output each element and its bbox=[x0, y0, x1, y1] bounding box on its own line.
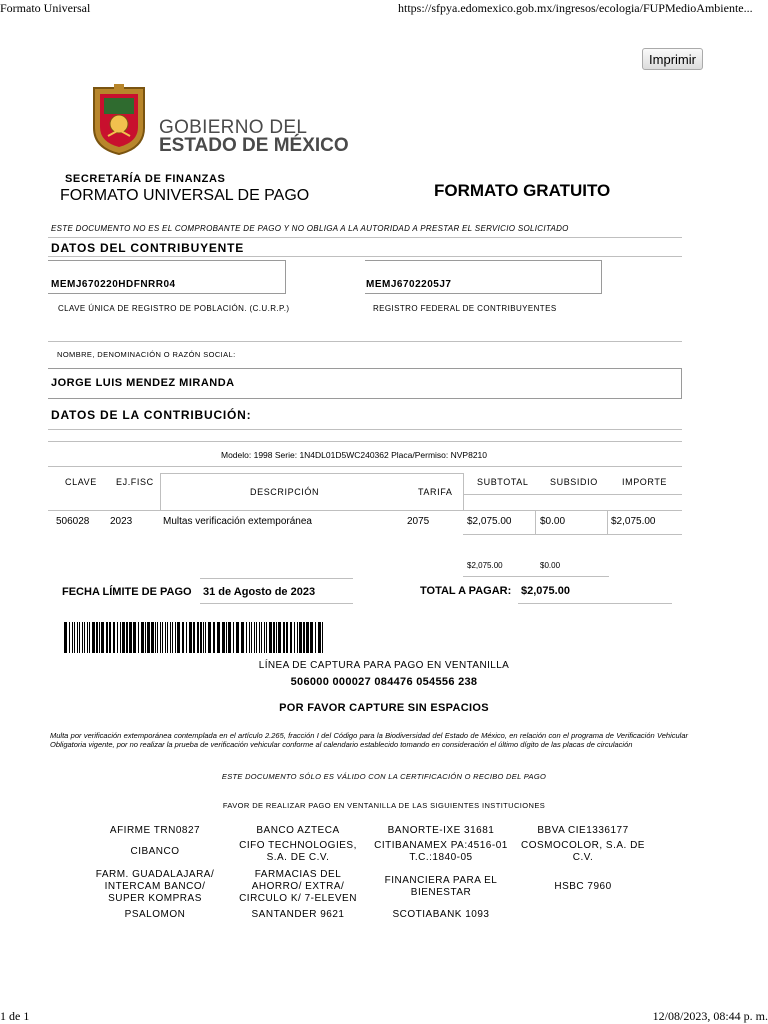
deadline-value: 31 de Agosto de 2023 bbox=[203, 586, 316, 598]
institution-item: COSMOCOLOR, S.A. DE C.V. bbox=[521, 840, 645, 863]
col-importe-header: IMPORTE bbox=[622, 477, 668, 487]
barcode-bar bbox=[213, 622, 215, 653]
barcode-bar bbox=[101, 622, 104, 653]
col-descripcion-header: DESCRIPCIÓN bbox=[250, 487, 320, 497]
institution-item: BBVA CIE1336177 bbox=[537, 825, 629, 836]
barcode-bar bbox=[170, 622, 171, 653]
capture-line-label: LÍNEA DE CAPTURA PARA PAGO EN VENTANILLA bbox=[258, 660, 510, 671]
divider bbox=[160, 473, 463, 474]
barcode-bar bbox=[256, 622, 257, 653]
barcode-bar bbox=[261, 622, 262, 653]
barcode-bar bbox=[197, 622, 199, 653]
row-descripcion: Multas verificación extemporánea bbox=[163, 516, 312, 527]
barcode-bar bbox=[126, 622, 128, 653]
institution-item: SCOTIABANK 1093 bbox=[392, 909, 490, 920]
validity-note: ESTE DOCUMENTO SÓLO ES VÁLIDO CON LA CERTIFICACIÓN O RECIBO DEL PAGO bbox=[221, 772, 547, 781]
divider bbox=[200, 578, 353, 579]
divider bbox=[607, 511, 608, 535]
barcode-bar bbox=[89, 622, 90, 653]
barcode-bar bbox=[175, 622, 176, 653]
barcode-bar bbox=[151, 622, 154, 653]
barcode-bar bbox=[269, 622, 272, 653]
barcode-bar bbox=[251, 622, 252, 653]
institution-item: BANCO AZTECA bbox=[256, 825, 340, 836]
barcode-bar bbox=[96, 622, 98, 653]
institution-item: HSBC 7960 bbox=[554, 881, 612, 892]
total-subtotal: $2,075.00 bbox=[467, 561, 503, 570]
name-value: JORGE LUIS MENDEZ MIRANDA bbox=[51, 377, 235, 389]
barcode-bar bbox=[266, 622, 267, 653]
divider bbox=[48, 466, 682, 467]
barcode-bar bbox=[297, 622, 298, 653]
barcode-bar bbox=[167, 622, 168, 653]
barcode-bar bbox=[246, 622, 247, 653]
barcode-bar bbox=[69, 622, 70, 653]
taxpayer-section-title: DATOS DEL CONTRIBUYENTE bbox=[51, 241, 245, 255]
barcode-bar bbox=[189, 622, 192, 653]
barcode-bar bbox=[200, 622, 202, 653]
secretaria-label: SECRETARÍA DE FINANZAS bbox=[65, 173, 226, 185]
barcode-bar bbox=[249, 622, 250, 653]
contribution-section-title: DATOS DE LA CONTRIBUCIÓN: bbox=[51, 408, 252, 422]
state-coat-of-arms-icon bbox=[90, 84, 148, 156]
form-title: FORMATO UNIVERSAL DE PAGO bbox=[60, 187, 310, 204]
barcode-bar bbox=[145, 622, 146, 653]
total-label: TOTAL A PAGAR: bbox=[420, 585, 512, 597]
divider bbox=[518, 603, 672, 604]
divider bbox=[463, 494, 682, 495]
barcode-bar bbox=[299, 622, 302, 653]
institution-item: FARM. GUADALAJARA/ INTERCAM BANCO/ SUPER KOMPRAS bbox=[95, 869, 215, 904]
barcode-bar bbox=[129, 622, 132, 653]
col-clave-header: CLAVE bbox=[65, 477, 97, 487]
barcode-bar bbox=[283, 622, 285, 653]
row-subtotal: $2,075.00 bbox=[467, 516, 512, 527]
barcode-bar bbox=[205, 622, 206, 653]
disclaimer: ESTE DOCUMENTO NO ES EL COMPROBANTE DE PAGO Y NO OBLIGA A LA AUTORIDAD A PRESTAR EL SERVICIO SOLICITADO bbox=[51, 224, 569, 233]
col-subtotal-header: SUBTOTAL bbox=[477, 477, 529, 487]
rfc-value: MEMJ6702205J7 bbox=[366, 279, 452, 290]
barcode-bar bbox=[306, 622, 309, 653]
barcode-bar bbox=[117, 622, 118, 653]
free-format-label: FORMATO GRATUITO bbox=[434, 181, 611, 200]
barcode-bar bbox=[278, 622, 281, 653]
barcode-bar bbox=[322, 622, 323, 653]
rfc-label: REGISTRO FEDERAL DE CONTRIBUYENTES bbox=[373, 304, 557, 313]
page-count: 1 de 1 bbox=[0, 1009, 30, 1023]
institutions-title: FAVOR DE REALIZAR PAGO EN VENTANILLA DE LAS SIGUIENTES INSTITUCIONES bbox=[222, 801, 546, 810]
barcode-bar bbox=[182, 622, 184, 653]
name-label: NOMBRE, DENOMINACIÓN O RAZÓN SOCIAL: bbox=[57, 350, 236, 359]
barcode-bar bbox=[310, 622, 313, 653]
barcode-bar bbox=[286, 622, 288, 653]
payment-barcode bbox=[64, 622, 326, 653]
col-tarifa-header: TARIFA bbox=[418, 487, 453, 497]
divider bbox=[463, 576, 609, 577]
barcode-bar bbox=[82, 622, 83, 653]
barcode-bar bbox=[160, 622, 161, 653]
barcode-bar bbox=[226, 622, 227, 653]
divider bbox=[48, 510, 682, 511]
institution-item: FINANCIERA PARA EL BIENESTAR bbox=[384, 875, 498, 898]
barcode-bar bbox=[241, 622, 244, 653]
row-clave: 506028 bbox=[56, 516, 90, 527]
print-button[interactable]: Imprimir bbox=[642, 48, 703, 70]
barcode-bar bbox=[133, 622, 136, 653]
divider bbox=[48, 237, 682, 238]
no-spaces-note: POR FAVOR CAPTURE SIN ESPACIOS bbox=[279, 702, 489, 714]
divider bbox=[200, 603, 353, 604]
barcode-bar bbox=[122, 622, 125, 653]
barcode-bar bbox=[87, 622, 88, 653]
barcode-bar bbox=[193, 622, 195, 653]
divider bbox=[48, 441, 682, 442]
row-subsidio: $0.00 bbox=[540, 516, 566, 527]
barcode-bar bbox=[259, 622, 260, 653]
logo-line2: ESTADO DE MÉXICO bbox=[159, 135, 349, 156]
curp-label: CLAVE ÚNICA DE REGISTRO DE POBLACIÓN. (C.U.R.P.) bbox=[58, 304, 290, 313]
barcode-bar bbox=[303, 622, 305, 653]
barcode-bar bbox=[113, 622, 115, 653]
institution-item: CIFO TECHNOLOGIES, S.A. DE C.V. bbox=[239, 840, 357, 863]
divider bbox=[463, 534, 682, 535]
page-title: Formato Universal bbox=[0, 1, 91, 15]
barcode-bar bbox=[77, 622, 78, 653]
barcode-bar bbox=[64, 622, 67, 653]
print-datetime: 12/08/2023, 08:44 p. m. bbox=[652, 1009, 768, 1023]
vehicle-info: Modelo: 1998 Serie: 1N4DL01D5WC240362 Placa/Permiso: NVP8210 bbox=[221, 450, 488, 460]
barcode-bar bbox=[162, 622, 163, 653]
institution-item: CIBANCO bbox=[130, 846, 180, 857]
barcode-bar bbox=[228, 622, 231, 653]
divider bbox=[48, 341, 682, 342]
institution-item: PSALOMON bbox=[124, 909, 186, 920]
divider bbox=[48, 256, 682, 257]
barcode-bar bbox=[120, 622, 121, 653]
total-subsidio: $0.00 bbox=[540, 561, 561, 570]
barcode-bar bbox=[294, 622, 295, 653]
col-ejfisc-header: EJ.FISC bbox=[116, 477, 154, 487]
barcode-bar bbox=[208, 622, 211, 653]
institution-item: CITIBANAMEX PA:4516-01 T.C.:1840-05 bbox=[374, 840, 508, 863]
divider bbox=[160, 473, 161, 511]
barcode-bar bbox=[84, 622, 85, 653]
barcode-bar bbox=[157, 622, 158, 653]
barcode-bar bbox=[315, 622, 316, 653]
row-ejfisc: 2023 bbox=[110, 516, 133, 527]
row-tarifa: 2075 bbox=[407, 516, 430, 527]
barcode-bar bbox=[138, 622, 139, 653]
barcode-bar bbox=[74, 622, 75, 653]
divider bbox=[463, 473, 464, 511]
divider bbox=[535, 511, 536, 535]
barcode-bar bbox=[99, 622, 100, 653]
legal-paragraph: Multa por verificación extemporánea contemplada en el artículo 2.265, fracción I del Código para la Biodiversidad del Estado de México, en relación con el programa de Verificación Vehicular Obligatoria vigente, por no realizar la prueba de verificación vehicular conforme al calendario establecido tomando en consideración el último dígito de las placas de circulación bbox=[50, 731, 688, 749]
capture-line-value: 506000 000027 084476 054556 238 bbox=[290, 676, 478, 688]
barcode-bar bbox=[147, 622, 150, 653]
barcode-bar bbox=[217, 622, 220, 653]
barcode-bar bbox=[72, 622, 73, 653]
page-url: https://sfpya.edomexico.gob.mx/ingresos/ecologia/FUPMedioAmbiente... bbox=[398, 1, 753, 15]
barcode-bar bbox=[109, 622, 111, 653]
col-subsidio-header: SUBSIDIO bbox=[550, 477, 598, 487]
barcode-bar bbox=[106, 622, 108, 653]
logo-line1: GOBIERNO DEL bbox=[159, 117, 308, 138]
barcode-bar bbox=[186, 622, 187, 653]
barcode-bar bbox=[203, 622, 204, 653]
deadline-label: FECHA LÍMITE DE PAGO bbox=[62, 586, 192, 598]
barcode-bar bbox=[222, 622, 225, 653]
barcode-bar bbox=[236, 622, 239, 653]
barcode-bar bbox=[290, 622, 292, 653]
barcode-bar bbox=[141, 622, 144, 653]
barcode-bar bbox=[273, 622, 275, 653]
divider bbox=[48, 429, 682, 430]
barcode-bar bbox=[318, 622, 321, 653]
barcode-bar bbox=[177, 622, 180, 653]
institution-item: FARMACIAS DEL AHORRO/ EXTRA/ CIRCULO K/ 7-ELEVEN bbox=[239, 869, 357, 904]
institution-item: SANTANDER 9621 bbox=[251, 909, 345, 920]
barcode-bar bbox=[155, 622, 156, 653]
barcode-bar bbox=[92, 622, 95, 653]
barcode-bar bbox=[264, 622, 265, 653]
barcode-bar bbox=[276, 622, 277, 653]
barcode-bar bbox=[165, 622, 166, 653]
total-value: $2,075.00 bbox=[521, 585, 570, 597]
curp-value: MEMJ670220HDFNRR04 bbox=[51, 279, 176, 290]
barcode-bar bbox=[233, 622, 234, 653]
barcode-bar bbox=[172, 622, 173, 653]
barcode-bar bbox=[254, 622, 255, 653]
institution-item: BANORTE-IXE 31681 bbox=[387, 825, 495, 836]
row-importe: $2,075.00 bbox=[611, 516, 656, 527]
institution-item: AFIRME TRN0827 bbox=[109, 825, 201, 836]
barcode-bar bbox=[79, 622, 80, 653]
